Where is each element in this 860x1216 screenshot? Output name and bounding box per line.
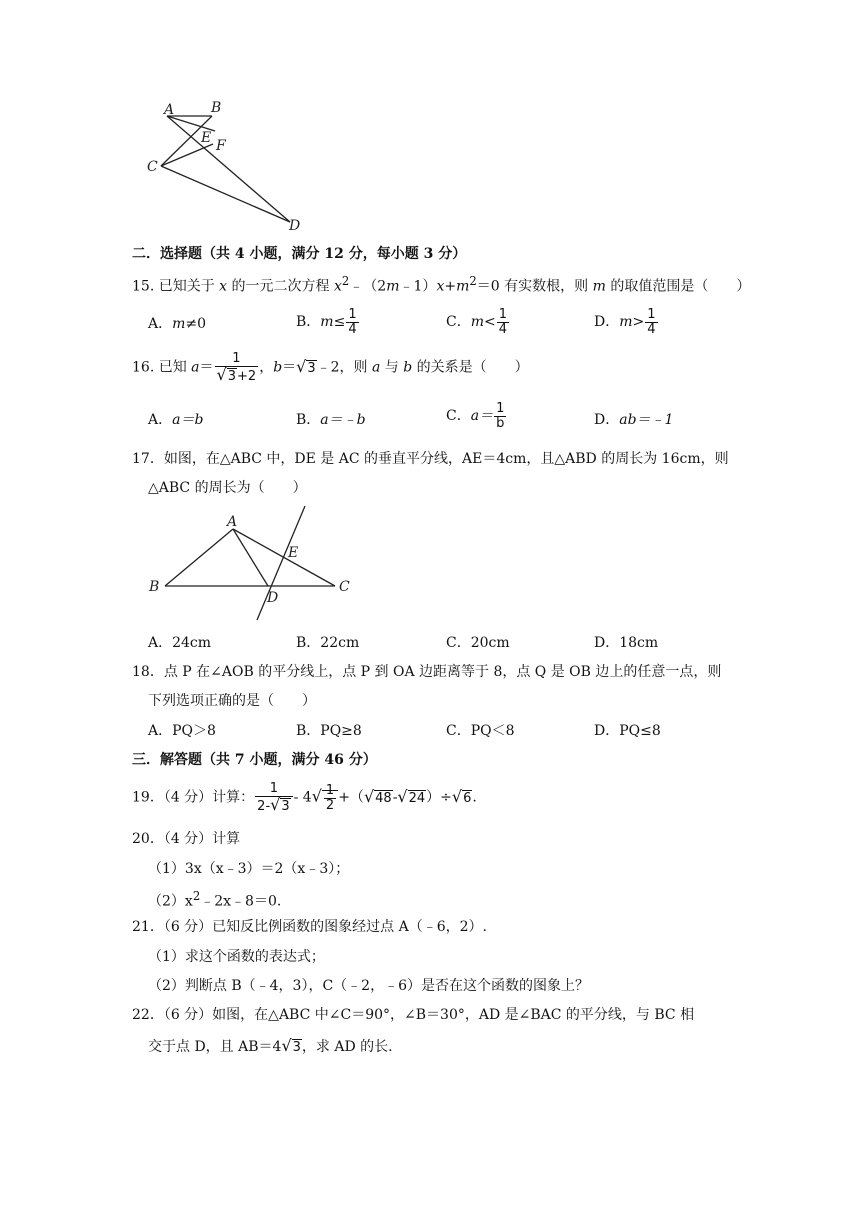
q16-option-d[interactable]: D．ab＝﹣1 bbox=[594, 412, 674, 428]
q16-option-b[interactable]: B．a＝﹣b bbox=[296, 412, 366, 428]
section-3-title: 三．解答题（共 7 小题，满分 46 分） bbox=[132, 752, 377, 768]
q17-option-c[interactable]: C．20cm bbox=[446, 635, 510, 651]
fig1-label-a: A bbox=[164, 102, 175, 118]
q18-line-2: 下列选项正确的是（ ） bbox=[148, 693, 316, 709]
q17-line-2: △ABC 的周长为（ ） bbox=[148, 480, 307, 496]
q18-option-a[interactable]: A．PQ＞8 bbox=[148, 723, 216, 739]
q16-option-a[interactable]: A．a＝b bbox=[148, 412, 204, 428]
fig2-label-a: A bbox=[227, 514, 238, 530]
q15-option-a[interactable]: A．m≠0 bbox=[148, 316, 207, 332]
fig2-label-d: D bbox=[267, 590, 279, 606]
q16-option-c[interactable]: C．a＝ $\frac{1}{b}$ bbox=[446, 401, 505, 431]
q17-line-1: 17．如图，在△ABC 中，DE 是 AC 的垂直平分线，AE＝4cm，且△ABD 的周长为 16cm，则 bbox=[132, 451, 729, 467]
fig2-label-c: C bbox=[339, 579, 350, 595]
fig1-label-c: C bbox=[147, 159, 158, 175]
q21-part-1: （1）求这个函数的表达式； bbox=[148, 949, 325, 965]
q17-option-b[interactable]: B．22cm bbox=[296, 635, 360, 651]
figure-1-geometry bbox=[145, 98, 310, 233]
fig2-label-b: B bbox=[149, 579, 160, 595]
question-16: 16. 已知 a＝ $\frac{1}{√3+2}$ ，b＝√3﹣2，则 a 与 b 的关系是（ ） bbox=[132, 351, 529, 384]
q18-option-d[interactable]: D．PQ≤8 bbox=[594, 723, 661, 739]
q15-option-c[interactable]: C．m< $\frac{1}{4}$ bbox=[446, 307, 508, 337]
q18-option-b[interactable]: B．PQ≥8 bbox=[296, 723, 362, 739]
q18-option-c[interactable]: C．PQ＜8 bbox=[446, 723, 515, 739]
q22-line-2: 交于点 D，且 AB＝4√3，求 AD 的长. bbox=[148, 1036, 393, 1055]
fig1-label-f: F bbox=[216, 138, 226, 154]
fig1-label-d: D bbox=[289, 218, 301, 233]
q17-option-d[interactable]: D．18cm bbox=[594, 635, 659, 651]
q15-number: 15. bbox=[132, 278, 155, 295]
q18-line-1: 18．点 P 在∠AOB 的平分线上，点 P 到 OA 边距离等于 8，点 Q 是 OB 边上的任意一点，则 bbox=[132, 664, 722, 680]
fig1-label-b: B bbox=[211, 100, 222, 116]
figure-2-triangle bbox=[145, 504, 360, 624]
q21-part-2: （2）判断点 B（﹣4，3），C（﹣2，﹣6）是否在这个函数的图象上？ bbox=[148, 978, 589, 994]
q15-option-d[interactable]: D．m> $\frac{1}{4}$ bbox=[594, 307, 656, 337]
q21-title: 21．（6 分）已知反比例函数的图象经过点 A（﹣6，2）. bbox=[132, 919, 487, 935]
q17-option-a[interactable]: A．24cm bbox=[148, 635, 212, 651]
q20-title: 20．（4 分）计算 bbox=[132, 831, 241, 847]
q15-option-b[interactable]: B．m≤ $\frac{1}{4}$ bbox=[296, 307, 357, 337]
fig1-label-e: E bbox=[201, 130, 212, 146]
q20-part-1: （1）3x（x﹣3）＝2（x﹣3）； bbox=[148, 861, 350, 877]
q22-line-1: 22．（6 分）如图，在△ABC 中∠C＝90°，∠B＝30°，AD 是∠BAC 的平分线，与 BC 相 bbox=[132, 1007, 695, 1023]
section-2-title: 二．选择题（共 4 小题，满分 12 分，每小题 3 分） bbox=[132, 246, 467, 262]
question-15: 15. 已知关于 x 的一元二次方程 $x^2﹣(2m﹣1)x+m^2=0$ 有实数根，则 m 的取值范围是（ ） bbox=[132, 274, 751, 295]
q20-part-2: $(2)x^2﹣2x﹣8=0$. bbox=[148, 889, 282, 910]
question-19: 19．（4 分）计算： $\frac{1}{2-√3}$ - 4√ $\frac{1}{2}$ +（√48-√24）÷√6. bbox=[132, 781, 477, 814]
fig2-label-e: E bbox=[288, 545, 299, 561]
